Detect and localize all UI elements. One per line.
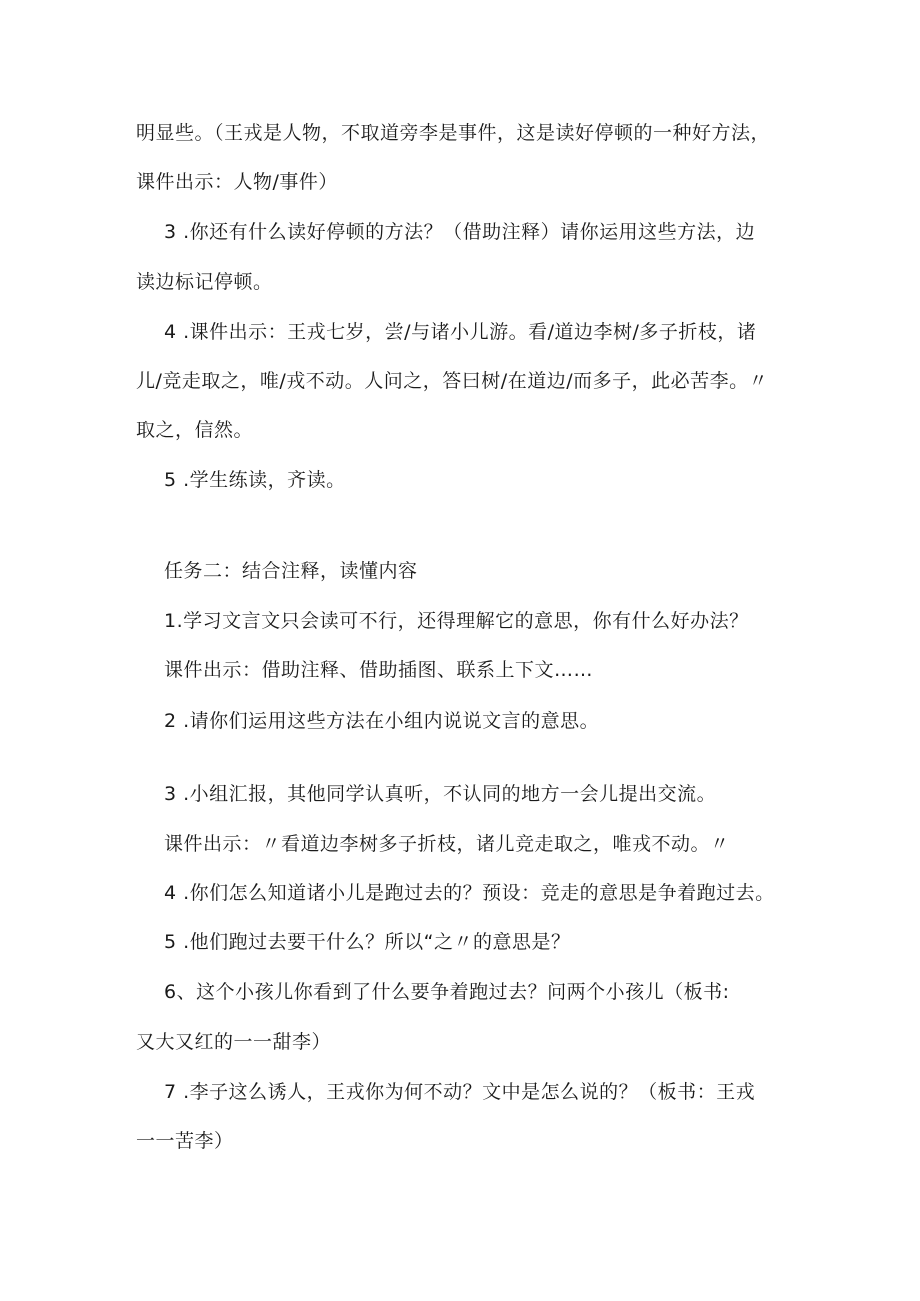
section-heading: 任务二：结合注释，读懂内容 bbox=[164, 560, 418, 582]
text-line: 读边标记停顿。 bbox=[136, 271, 273, 293]
text-line: 课件出示：人物/事件） bbox=[136, 171, 338, 193]
text-line: 4 .课件出示：王戎七岁，尝/与诸小儿游。看/道边李树/多子折枝，诸 bbox=[164, 321, 757, 343]
text-line: 3 .小组汇报，其他同学认真听，不认同的地方一会儿提出交流。 bbox=[164, 783, 717, 805]
text-line: 6、这个小孩儿你看到了什么要争着跑过去？问两个小孩儿（板书: bbox=[164, 981, 730, 1003]
text-line: 儿/竞走取之，唯/戎不动。人问之，答曰树/在道边/而多子，此必苦李。〃 bbox=[136, 370, 769, 392]
text-line: 课件出示：借助注释、借助插图、联系上下文…… bbox=[164, 659, 594, 681]
text-line: 5 .他们跑过去要干什么？所以“之〃的意思是？ bbox=[164, 931, 571, 953]
text-line: 又大又红的一一甜李） bbox=[136, 1031, 332, 1053]
text-line: 3 .你还有什么读好停顿的方法？（借助注释）请你运用这些方法，边 bbox=[164, 221, 756, 243]
text-line: 课件出示：〃看道边李树多子折枝，诸儿竞走取之，唯戎不动。〃 bbox=[164, 833, 730, 855]
text-line: 一一苦李） bbox=[136, 1130, 234, 1152]
text-line: 2 .请你们运用这些方法在小组内说说文言的意思。 bbox=[164, 710, 600, 732]
text-line: 7 .李子这么诱人，王戎你为何不动？文中是怎么说的？（板书：王戎 bbox=[164, 1081, 756, 1103]
text-line: 5 .学生练读，齐读。 bbox=[164, 469, 346, 491]
text-line: 明显些。（王戎是人物，不取道旁李是事件，这是读好停顿的一种好方法， bbox=[136, 122, 771, 144]
text-line: 4 .你们怎么知道诸小儿是跑过去的？预设：竞走的意思是争着跑过去。 bbox=[164, 882, 775, 904]
text-line: 1.学习文言文只会读可不行，还得理解它的意思，你有什么好办法？ bbox=[164, 610, 749, 632]
text-line: 取之，信然。 bbox=[136, 419, 254, 441]
